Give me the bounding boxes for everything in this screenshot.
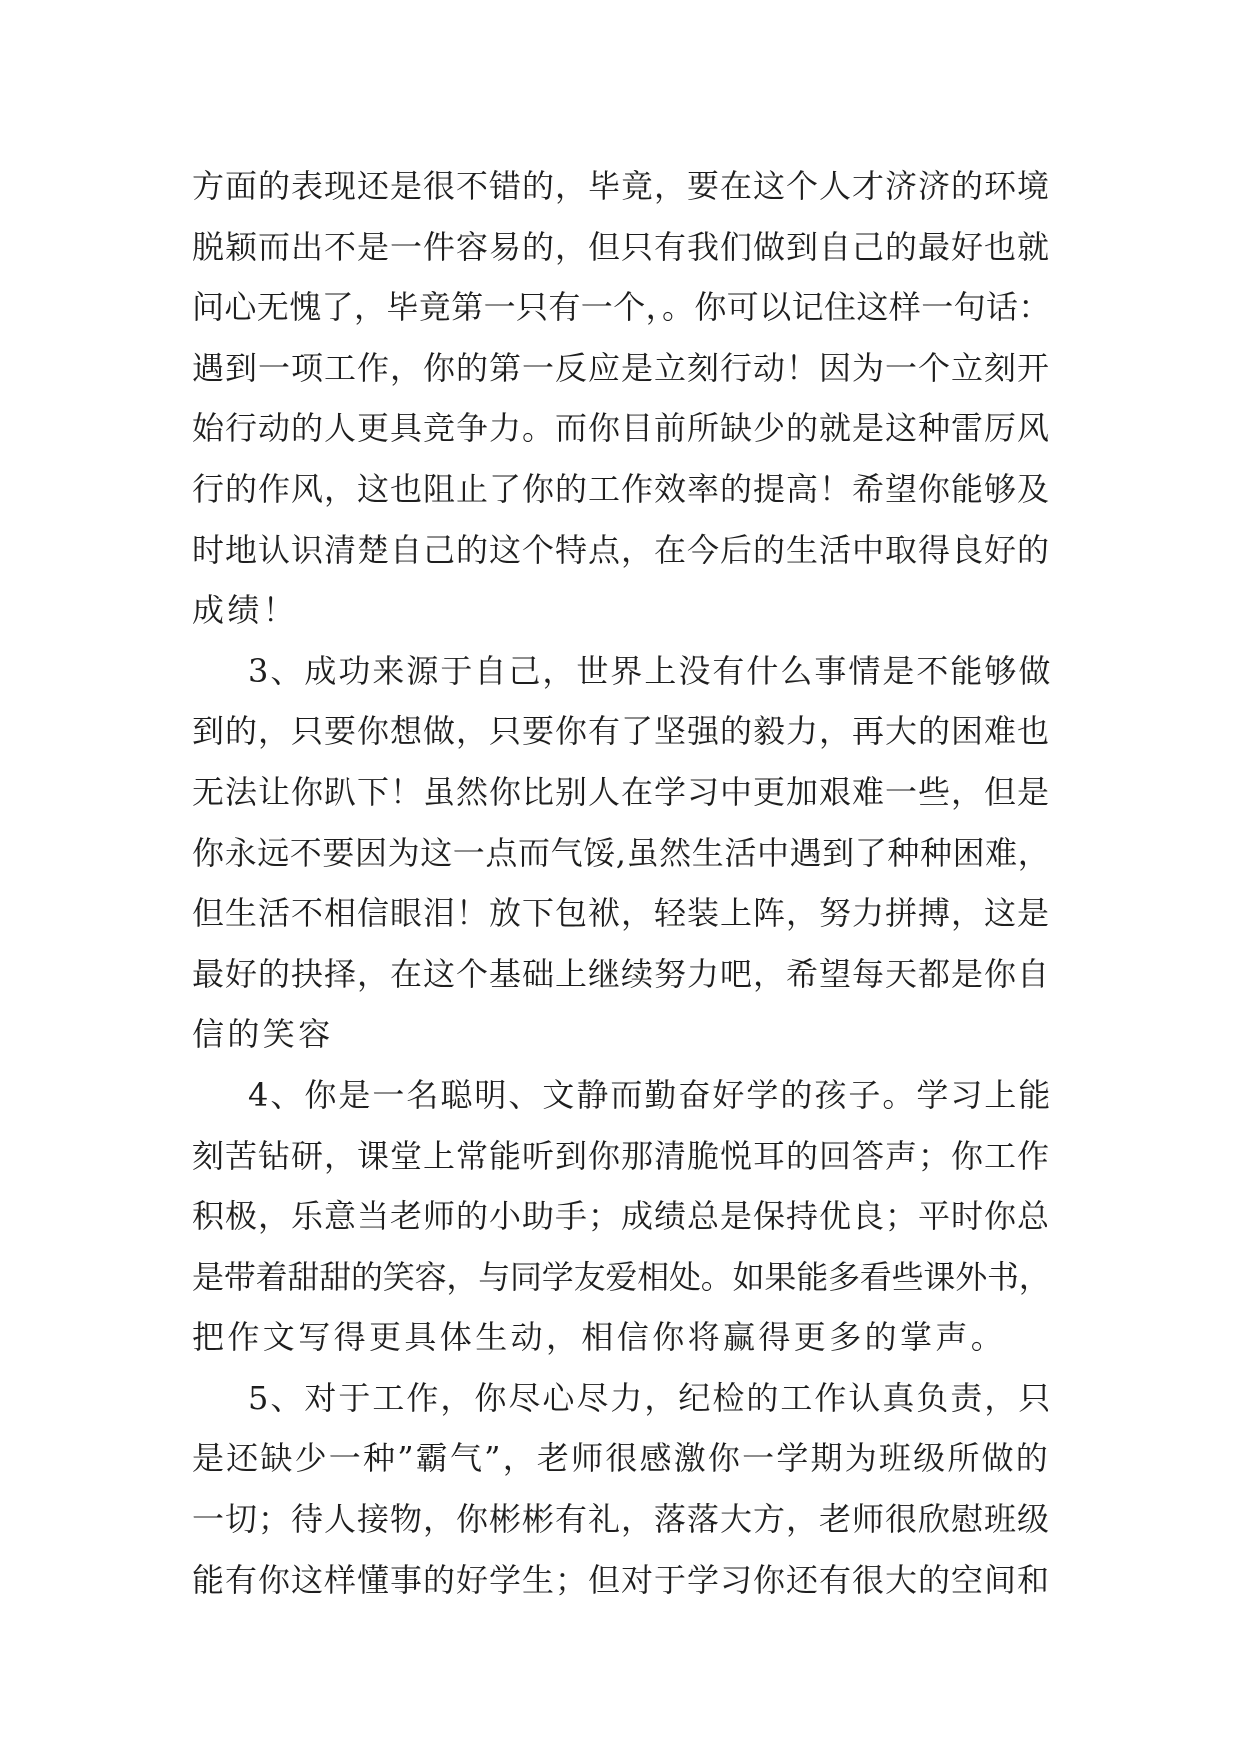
body-text [192,156,1052,1610]
text-line: 3、成功来源于自己，世界上没有什么事情是不能够做 [248,651,1053,690]
text-line: 能有你这样懂事的好学生；但对于学习你还有很大的空间和 [192,1560,1051,1599]
text-line: 成绩！ [192,591,299,630]
text-line: 遇到一项工作，你的第一反应是立刻行动！因为一个立刻开 [192,348,1051,387]
text-line: 积极，乐意当老师的小助手；成绩总是保持优良；平时你总 [192,1197,1051,1236]
text-line: 问心无愧了，毕竟第一只有一个，。你可以记住这样一句话： [192,288,1051,327]
text-line: 是还缺少一种”霸气”，老师很感激你一学期为班级所做的 [192,1439,1050,1478]
text-line: 时地认识清楚自己的这个特点，在今后的生活中取得良好的 [192,530,1051,569]
text-line: 行的作风，这也阻止了你的工作效率的提高！希望你能够及 [192,469,1051,508]
text-line: 信的笑容 [192,1015,334,1054]
text-line: 把作文写得更具体生动，相信你将赢得更多的掌声。 [192,1318,1007,1357]
text-line: 是带着甜甜的笑容，与同学友爱相处。如果能多看些课外书， [192,1257,1051,1296]
text-line: 方面的表现还是很不错的，毕竟，要在这个人才济济的环境 [192,167,1051,205]
text-line: 一切；待人接物，你彬彬有礼，落落大方，老师很欣慰班级 [192,1500,1051,1539]
text-line: 但生活不相信眼泪！放下包袱，轻装上阵，努力拼搏，这是 [192,894,1051,933]
text-line: 无法让你趴下！虽然你比别人在学习中更加艰难一些，但是 [192,772,1051,811]
text-line: 最好的抉择，在这个基础上继续努力吧，希望每天都是你自 [192,954,1051,993]
text-line: 你永远不要因为这一点而气馁,虽然生活中遇到了种种困难， [192,833,1051,872]
text-line: 刻苦钻研，课堂上常能听到你那清脆悦耳的回答声；你工作 [192,1136,1051,1175]
text-line: 始行动的人更具竞争力。而你目前所缺少的就是这种雷厉风 [192,409,1051,448]
text-line: 5、对于工作，你尽心尽力，纪检的工作认真负责，只 [248,1378,1053,1417]
text-line: 脱颖而出不是一件容易的，但只有我们做到自己的最好也就 [192,227,1051,266]
text-line: 4、你是一名聪明、文静而勤奋好学的孩子。学习上能 [248,1075,1053,1114]
text-line: 到的，只要你想做，只要你有了坚强的毅力，再大的困难也 [192,712,1051,751]
